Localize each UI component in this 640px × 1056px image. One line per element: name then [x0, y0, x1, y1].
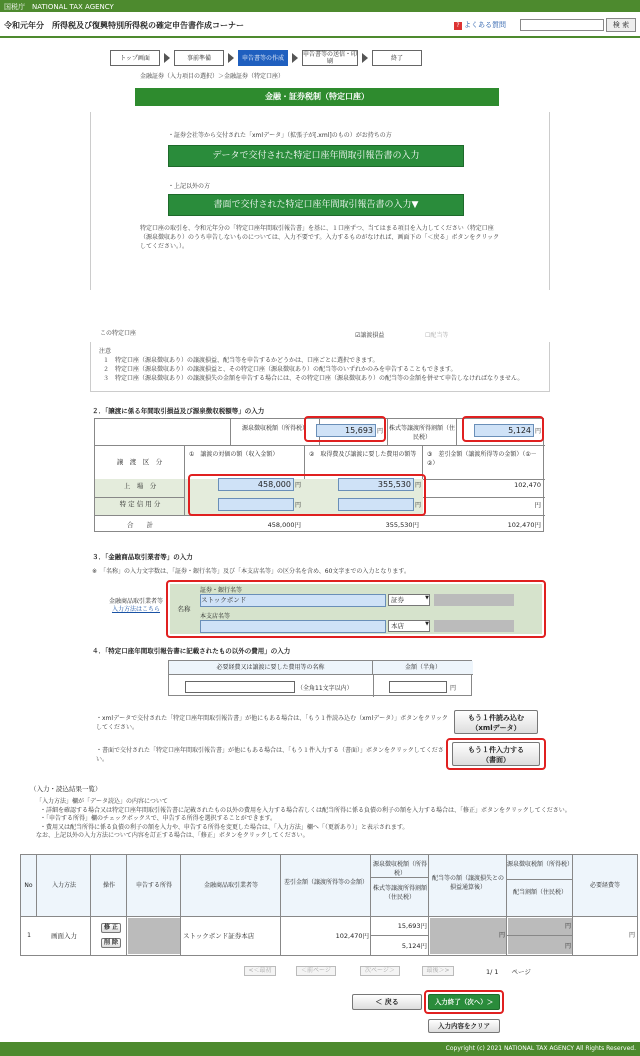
row-div: 円	[498, 932, 505, 939]
agency-logo-text: 国税庁 NATIONAL TAX AGENCY	[4, 3, 114, 11]
back-button[interactable]: ＜ 戻る	[352, 994, 422, 1010]
section3-title: ３．「金融商品取引業者等」の入力	[92, 553, 193, 561]
listed-cost-input[interactable]: 355,530	[338, 478, 414, 491]
divider	[373, 675, 374, 697]
row-listed-diff: 102,470	[514, 481, 541, 489]
header-c2: ② 取得費及び譲渡に要した費用の額等	[305, 445, 423, 479]
more-xml-label2: （xmlデータ）	[471, 724, 521, 732]
col-op: 操作	[102, 882, 115, 889]
total-v3: 102,470円	[507, 521, 541, 529]
pager-next[interactable]: 次ページ＞	[360, 966, 400, 976]
col-no: No	[21, 855, 37, 917]
row-no: 1	[27, 932, 31, 939]
row-local: 5,124円	[401, 942, 427, 950]
results-line: ・「申告する所得」欄のチェックボックスで、申告する所得を選択することができます。	[40, 815, 277, 823]
local-tax-input[interactable]: 5,124	[474, 424, 534, 437]
section4-title: ４．「特定口座年間取引報告書に記載されたもの以外の費用」の入力	[92, 647, 291, 655]
col-local: 株式等譲渡所得割額（住民税）	[372, 885, 427, 901]
col-div-wh: 源泉徴収税額（所得税）	[507, 861, 574, 868]
divider	[371, 935, 429, 936]
branch-name-input[interactable]	[200, 620, 386, 633]
row-margin-diff-yen: 円	[534, 501, 541, 509]
expense-hint: （全角11文字以内）	[297, 685, 353, 692]
more-paper-button[interactable]	[452, 742, 540, 766]
instruction-text: 特定口座の取引を、令和元年分の「特定口座年間取引報告書」を基に、１口座ずつ、当てはまる項目を入力してください（特定口座（源泉徴収あり）のうち申告しないものについては、入力不要です。入力するものがなければ、画面下の「＜戻る」ボタンをクリックしてください。）。	[140, 225, 500, 250]
row-method: 画面入力	[51, 932, 77, 940]
partial-row	[90, 322, 550, 342]
header-kubun: 譲 渡 区 分	[95, 445, 185, 479]
divider	[371, 877, 429, 878]
question-icon: ?	[454, 22, 462, 30]
delete-button[interactable]: 削 除	[101, 938, 121, 948]
yen-unit: 円	[450, 685, 457, 692]
row-wh: 15,693円	[397, 922, 427, 930]
margin-cost-input[interactable]	[338, 498, 414, 511]
local-tax-label: 株式等譲渡所得割額（住民税）	[387, 419, 457, 445]
more-paper-label2: （書面）	[482, 756, 510, 764]
col-div-local: 配当割額（住民税）	[512, 889, 567, 896]
col-expense: 必要経費等	[589, 882, 620, 889]
section3-note: ※ 「名称」の入力文字数は、「証券・銀行名等」及び「本支店名等」の区分名を含め、60文字までの入力となります。	[92, 568, 410, 575]
bank-label: 証券・銀行名等	[200, 587, 243, 594]
paper-desc: ・上記以外の方	[168, 183, 211, 190]
yen-unit: 円	[415, 482, 422, 489]
check-transfer[interactable]: ☑譲渡損益	[355, 332, 385, 339]
col-div: 配当等の額（譲渡損失との損益通算後）	[431, 875, 504, 891]
branch-preview	[434, 620, 514, 632]
step-arrow-icon	[292, 53, 298, 63]
step-top: トップ画面	[110, 50, 160, 66]
pager-prev[interactable]: ＜前ページ	[296, 966, 336, 976]
col-method: 入力方法	[51, 882, 76, 889]
col-broker: 金融商品取引業者等	[203, 882, 258, 889]
expense-col-amount: 金額（半角）	[373, 661, 473, 675]
divider	[507, 879, 573, 880]
bank-name-input[interactable]: ストックボンド	[200, 594, 386, 607]
more-xml-button[interactable]	[454, 710, 538, 734]
yen-unit: 円	[377, 428, 384, 435]
row-div-local: 円	[564, 943, 571, 950]
expense-name-input[interactable]	[185, 681, 295, 693]
expense-amount-input[interactable]	[389, 681, 447, 693]
row-total-label: 合 計	[127, 521, 153, 529]
listed-revenue-input[interactable]: 458,000	[218, 478, 294, 491]
notes-head: 注意	[99, 348, 112, 355]
row-div-wh: 円	[564, 923, 571, 930]
pager-last[interactable]: 最後＞>	[422, 966, 454, 976]
step-arrow-icon	[362, 53, 368, 63]
finish-next-button[interactable]: 入力終了（次へ）＞	[428, 994, 500, 1010]
yen-unit: 円	[415, 502, 422, 509]
xml-input-button[interactable]: データで交付された特定口座年間取引報告書の入力	[168, 145, 464, 167]
total-v2: 355,530円	[385, 521, 419, 529]
note-item: １ 特定口座（源泉徴収あり）の譲渡損益、配当等を申告するかどうかは、口座ごとに選択できます。	[103, 357, 379, 364]
chevron-down-icon: ▼	[425, 595, 429, 601]
note-item: ３ 特定口座（源泉徴収あり）の譲渡損失の金額を申告する場合には、その特定口座（源泉徴収あり）の配当等の金額を併せて申告しなければなりません。	[103, 375, 524, 382]
agency-bar	[0, 0, 640, 12]
clear-button[interactable]: 入力内容をクリア	[428, 1019, 500, 1033]
howto-link[interactable]: 入力方法はこちら	[111, 606, 160, 613]
more-paper-label: もう１件入力する	[468, 746, 524, 754]
chevron-down-icon: ▼	[425, 621, 429, 627]
divider	[507, 935, 573, 936]
bank-preview	[434, 594, 514, 606]
withholding-label: 源泉徴収税額（所得税）	[230, 419, 320, 445]
step-end: 終了	[372, 50, 422, 66]
step-send: 申告書等の送信・印刷	[303, 51, 358, 65]
progress-steps	[110, 48, 440, 68]
bank-type-select[interactable]	[388, 594, 430, 606]
results-title: （入力・読込結果一覧）	[30, 785, 102, 793]
expense-table	[168, 660, 472, 696]
step-create: 申告書等の作成	[238, 50, 288, 66]
pager-first[interactable]: <＜最初	[244, 966, 276, 976]
xml-desc: ・証券会社等から交付された「xmlデータ」（拡張子が[.xml]のもの）がお持ちの方	[168, 132, 392, 139]
more-xml-text: ・xmlデータで交付された「特定口座年間取引報告書」が他にもある場合は、「もう１件読み込む（xmlデータ）」ボタンをクリックしてください。	[96, 715, 448, 731]
broker-label	[104, 598, 168, 614]
pager-status: 1/ 1 ページ	[486, 968, 531, 976]
header-c3: ③ 差引金額（譲渡所得等の金額）（①－②）	[427, 451, 537, 467]
check-transfer-label: 譲渡損益	[360, 332, 385, 339]
results-line: ・費用又は配当所得に係る負債の利子の額を入力や、申告する所得を変更した場合は、「入力方法」欄へ「（更新あり）」と表示されます。	[40, 823, 409, 831]
results-notes	[36, 798, 626, 841]
row-diff: 102,470円	[335, 932, 369, 940]
row-listed-label: 上 場 分	[123, 482, 157, 490]
expense-col-name: 必要経費又は譲渡に要した費用等の名称	[169, 661, 373, 675]
yen-unit: 円	[295, 502, 302, 509]
search-button[interactable]: 検 索	[606, 18, 636, 32]
col-diff: 差引金額（譲渡所得等の金額）	[283, 879, 368, 886]
footer: Copyright (c) 2021 NATIONAL TAX AGENCY All Rights Reserved.	[0, 1042, 640, 1056]
withholding-input[interactable]: 15,693	[316, 424, 376, 437]
row-broker: ストックボンド証券本店	[183, 932, 255, 940]
edit-button[interactable]: 修 正	[101, 923, 121, 933]
results-line: なお、上記以外の入力方法について内容を訂正する場合は、「修正」ボタンをクリックしてください。	[36, 832, 309, 840]
more-paper-text: ・書面で交付された「特定口座年間取引報告書」が他にもある場合は、「もう１件入力する（書面）」ボタンをクリックしてください。	[96, 747, 444, 763]
check-dividend[interactable]: ☐配当等	[425, 332, 449, 339]
section2-title: ２．「譲渡に係る年間取引損益及び源泉徴収税額等」の入力	[92, 407, 265, 415]
header-c1: ① 譲渡の対価の額（収入金額）	[185, 445, 305, 479]
name-label: 名称	[170, 584, 198, 634]
results-table	[20, 854, 638, 956]
title-bar	[0, 12, 640, 38]
results-line: ・詳細を確認する場合又は特定口座年間取引報告書に記載されたもの以外の費用を入力する場合若しくは配当所得に係る負債の利子の額を入力する場合は、「修正」ボタンをクリックしてください。	[40, 806, 571, 814]
more-xml-label: もう１件読み込む	[468, 714, 524, 722]
breadcrumb: 金融証券（入力項目の選択）＞金融証券（特定口座）	[140, 73, 285, 80]
total-v1: 458,000円	[267, 521, 301, 529]
paper-input-button[interactable]: 書面で交付された特定口座年間取引報告書の入力▼	[168, 194, 464, 216]
bank-type-value: 証券	[391, 596, 404, 604]
step-arrow-icon	[164, 53, 170, 63]
branch-type-select[interactable]	[388, 620, 430, 632]
step-arrow-icon	[228, 53, 234, 63]
note-item: ２ 特定口座（源泉徴収あり）の譲渡損益と、その特定口座（源泉徴収あり）の配当等のいずれかのみを申告することもできます。	[103, 366, 457, 373]
income-cell	[128, 918, 180, 954]
yen-unit: 円	[295, 482, 302, 489]
notes-box	[90, 342, 550, 392]
page-title: 令和元年分 所得税及び復興特別所得税の確定申告書作成コーナー	[4, 21, 244, 30]
branch-type-value: 本店	[391, 622, 404, 630]
faq-link[interactable]	[454, 20, 506, 30]
row-expense: 円	[628, 932, 635, 939]
yen-unit: 円	[535, 428, 542, 435]
col-wh: 源泉徴収税額（所得税）	[372, 861, 427, 877]
margin-revenue-input[interactable]	[218, 498, 294, 511]
check-dividend-label: 配当等	[430, 332, 449, 339]
section-banner: 金融・証券税制（特定口座）	[135, 88, 499, 106]
search-input[interactable]	[520, 19, 604, 31]
results-line: 「入力方法」欄が「データ読込」の内容について	[36, 798, 168, 805]
branch-label: 本支店名等	[200, 613, 231, 620]
faq-label: よくある質問	[464, 21, 506, 29]
col-income: 申告する所得	[135, 882, 172, 889]
broker-label-text: 金融商品取引業者等	[108, 598, 163, 605]
partial-row-label: この特定口座	[100, 330, 137, 337]
row-margin-label: 特 定 信 用 分	[119, 500, 161, 508]
step-prep: 事前準備	[174, 50, 224, 66]
